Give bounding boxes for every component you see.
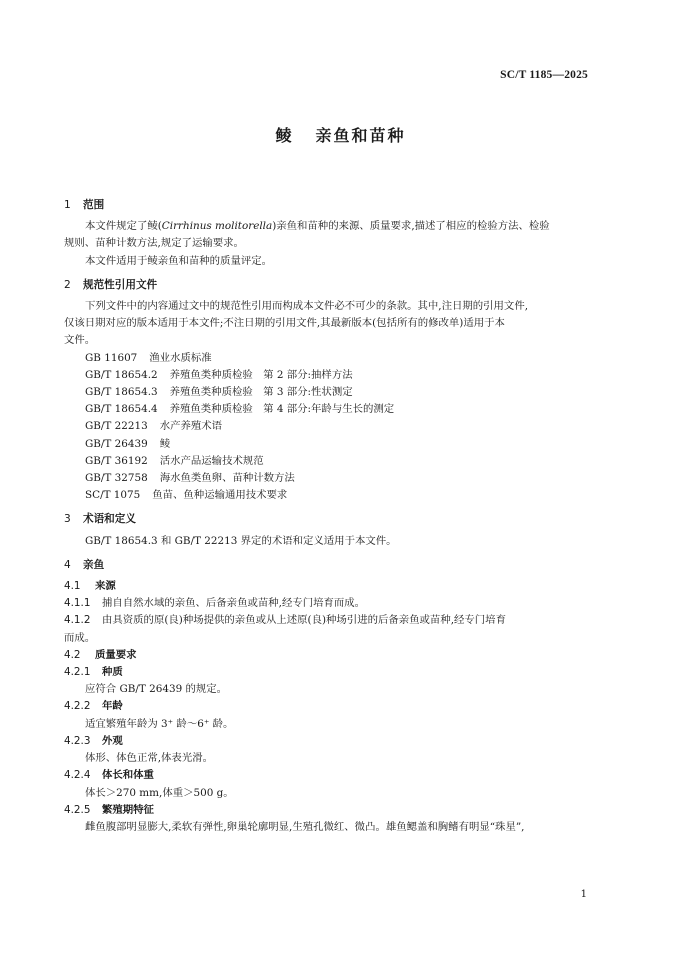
reference-code: GB/T 18654.4 [85,403,158,416]
reference-code: GB 11607 [85,351,138,364]
subsection-heading-4-2: 4.2 质量要求 [64,648,137,661]
terms-paragraph: GB/T 18654.3 和 GB/T 22213 界定的术语和定义适用于本文件。 [85,534,397,547]
reference-item [64,350,592,367]
reference-code: GB/T 18654.2 [85,368,158,381]
references-intro-3: 文件。 [64,334,96,347]
title-fish-name: 鲮 [275,126,294,145]
reference-code: GB/T 22213 [85,420,148,433]
clause-heading-4-2-4: 4.2.4 体长和体重 [64,769,154,782]
subsection-heading-4-1: 4.1 来源 [64,580,116,593]
document-title [0,123,681,146]
clause-4-2-5-text: 雌鱼腹部明显膨大,柔软有弹性,卵巢轮廓明显,生殖孔微红、微凸。雄鱼鳃盖和胸鳍有明显“珠星”, [85,820,525,833]
reference-list [64,350,592,505]
clause-4-1-2: 4.1.2 由具资质的原(良)种场提供的亲鱼或从上述原(良)种场引进的后备亲鱼或苗种,经专门培育 [64,614,506,627]
reference-item [64,367,592,384]
reference-title: 渔业水质标准 [149,351,212,364]
section-heading-4: 4 亲鱼 [64,558,105,571]
clause-heading-4-2-2: 4.2.2 年龄 [64,700,123,713]
section-heading-2: 2 规范性引用文件 [64,278,158,291]
references-intro-2: 仅该日期对应的版本适用于本文件;不注日期的引用文件,其最新版本(包括所有的修改单)适用于本 [64,317,505,330]
clause-4-1-2-cont: 而成。 [64,631,96,644]
document-body [64,197,592,836]
reference-title: 活水产品运输技术规范 [159,454,264,467]
section-heading-1: 1 范围 [64,199,105,211]
reference-title: 海水鱼类鱼卵、苗种计数方法 [159,472,295,485]
reference-code: GB/T 26439 [85,437,148,450]
clause-4-1-1: 4.1.1 捕自自然水域的亲鱼、后备亲鱼或苗种,经专门培育而成。 [64,597,366,610]
clause-4-2-3-text: 体形、体色正常,体表光滑。 [85,752,213,765]
reference-item [64,384,592,401]
standard-code: SC/T 1185—2025 [500,69,588,81]
reference-item [64,487,592,504]
clause-heading-4-2-5: 4.2.5 繁殖期特征 [64,803,154,816]
clause-4-2-1-text: 应符合 GB/T 26439 的规定。 [85,683,228,696]
section-heading-3: 3 术语和定义 [64,513,136,526]
reference-code: GB/T 32758 [85,472,148,485]
page-number: 1 [580,889,587,900]
reference-item [64,401,592,418]
scope-paragraph-1: 本文件规定了鲮(Cirrhinus molitorella)亲鱼和苗种的来源、质量要求,描述了相应的检验方法、检验 [85,220,550,233]
reference-title: 鲮 [159,437,171,450]
reference-title: 养殖鱼类种质检验 第 4 部分:年龄与生长的测定 [169,403,395,416]
reference-item [64,453,592,470]
clause-4-2-4-text: 体长＞270 mm,体重＞500 g。 [85,786,234,799]
reference-code: SC/T 1075 [85,489,141,502]
clause-heading-4-2-3: 4.2.3 外观 [64,734,123,747]
reference-title: 水产养殖术语 [159,420,223,433]
reference-title: 养殖鱼类种质检验 第 3 部分:性状测定 [169,386,353,399]
reference-title: 养殖鱼类种质检验 第 2 部分:抽样方法 [169,368,353,381]
reference-code: GB/T 36192 [85,454,148,467]
reference-title: 鱼苗、鱼种运输通用技术要求 [152,489,288,502]
title-subject: 亲鱼和苗种 [315,126,406,145]
reference-item [64,436,592,453]
scope-paragraph-2: 本文件适用于鲮亲鱼和苗种的质量评定。 [85,254,273,267]
clause-4-2-2-text: 适宜繁殖年龄为 3⁺ 龄～6⁺ 龄。 [85,717,234,730]
reference-item [64,470,592,487]
scope-paragraph-1-cont: 规则、苗种计数方法,规定了运输要求。 [64,237,244,250]
reference-item [64,418,592,435]
clause-heading-4-2-1: 4.2.1 种质 [64,666,123,679]
references-intro-1: 下列文件中的内容通过文中的规范性引用而构成本文件必不可少的条款。其中,注日期的引用文件, [85,300,529,313]
latin-name: Cirrhinus molitorella [161,220,273,233]
reference-code: GB/T 18654.3 [85,386,158,399]
